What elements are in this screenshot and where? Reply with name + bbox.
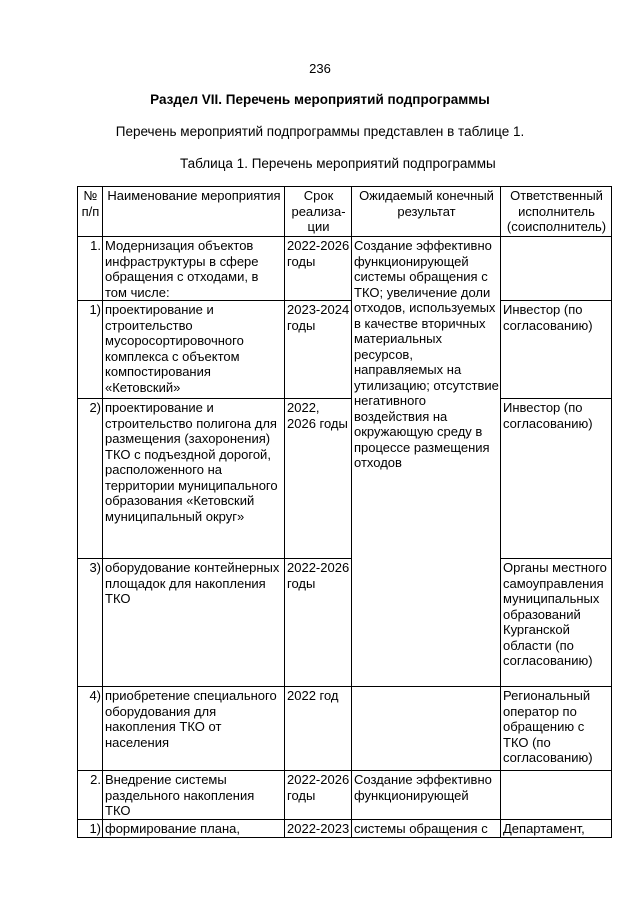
page-number: 236 <box>309 61 331 76</box>
row-num: 3) <box>78 559 103 687</box>
row-result-empty <box>352 687 501 771</box>
row-num: 2) <box>78 399 103 559</box>
table-row <box>78 399 612 559</box>
row-name: формирование плана, <box>103 820 285 838</box>
header-executor: Ответственный исполнитель (соисполнитель) <box>501 187 612 237</box>
table-row <box>78 559 612 687</box>
row-result: Создание эффективно функционирующей <box>352 771 501 820</box>
row-term: 2022-2026 годы <box>285 559 352 687</box>
table-row <box>78 771 612 820</box>
row-executor: Инвестор (по согласованию) <box>501 399 612 559</box>
row-executor: Органы местного самоуправления муниципальных образований Курганской области (по согласованию) <box>501 559 612 687</box>
row-term: 2022-2026 годы <box>285 771 352 820</box>
intro-paragraph: Перечень мероприятий подпрограммы представлен в таблице 1. <box>115 124 525 139</box>
row-result: системы обращения с <box>352 820 501 838</box>
row-num: 2. <box>78 771 103 820</box>
row-term: 2023-2024 годы <box>285 301 352 399</box>
row-num: 1. <box>78 237 103 301</box>
section-title: Раздел VII. Перечень мероприятий подпрограммы <box>150 92 490 107</box>
table-row <box>78 237 612 301</box>
row-result: Создание эффективно функционирующей системы обращения с ТКО; увеличение доли отходов, используемых в качестве вторичных материальных ресурсов, направляемых на утилизацию; отсутствие негативного воздействия на окружающую среду в процессе размещения отходов <box>352 237 501 687</box>
row-term: 2022 год <box>285 687 352 771</box>
row-term: 2022, 2026 годы <box>285 399 352 559</box>
row-name: Внедрение системы раздельного накопления ТКО <box>103 771 285 820</box>
row-num: 4) <box>78 687 103 771</box>
row-executor: Инвестор (по согласованию) <box>501 301 612 399</box>
table-header-row <box>78 187 612 237</box>
header-name: Наименование мероприятия <box>103 187 285 237</box>
events-table <box>77 186 612 838</box>
row-name: Модернизация объектов инфраструктуры в сфере обращения с отходами, в том числе: <box>103 237 285 301</box>
row-executor <box>501 771 612 820</box>
header-num: № п/п <box>78 187 103 237</box>
row-name: проектирование и строительство полигона для размещения (захоронения) ТКО с подъездной дорогой, расположенного на территории муниципального образования «Кетовский муниципальный округ» <box>103 399 285 559</box>
row-term: 2022-2026 годы <box>285 237 352 301</box>
row-executor: Департамент, <box>501 820 612 838</box>
header-result: Ожидаемый конечный результат <box>352 187 501 237</box>
row-name: приобретение специального оборудования для накопления ТКО от населения <box>103 687 285 771</box>
row-num: 1) <box>78 301 103 399</box>
table-row <box>78 820 612 838</box>
row-executor: Региональный оператор по обращению с ТКО (по согласованию) <box>501 687 612 771</box>
table-caption: Таблица 1. Перечень мероприятий подпрограммы <box>180 156 496 171</box>
table-row <box>78 301 612 399</box>
row-num: 1) <box>78 820 103 838</box>
row-name: проектирование и строительство мусоросортировочного комплекса с объектом компостирования «Кетовский» <box>103 301 285 399</box>
row-name: оборудование контейнерных площадок для накопления ТКО <box>103 559 285 687</box>
row-executor <box>501 237 612 301</box>
header-term: Срок реализа- ции <box>285 187 352 237</box>
table-row <box>78 687 612 771</box>
row-term: 2022-2023 <box>285 820 352 838</box>
